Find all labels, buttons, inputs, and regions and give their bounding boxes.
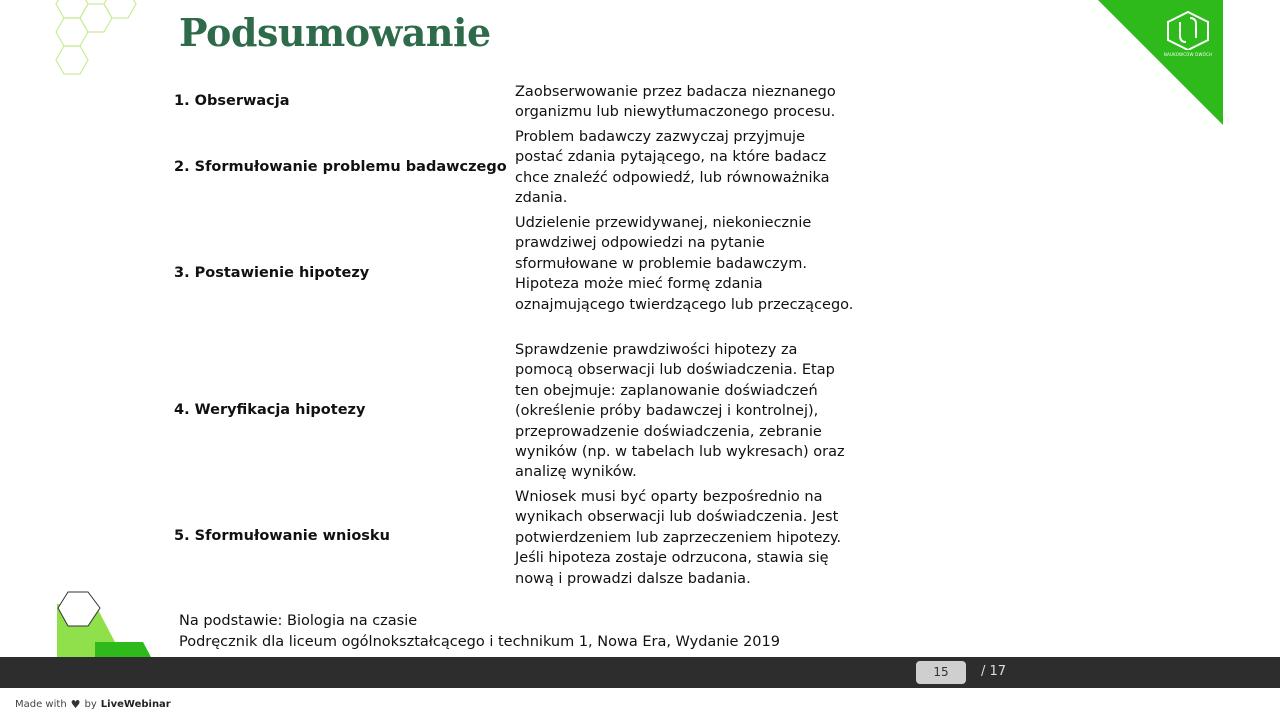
step-desc-2: Problem badawczy zazwyczaj przyjmuje postać zdania pytającego, na które badacz chce znaleźć odpowiedź, lub równoważnika zdania. — [515, 129, 830, 207]
source-line-1: Na podstawie: Biologia na czasie — [179, 613, 418, 629]
made-with-text: Made with — [15, 699, 67, 710]
bottom-hexagon-decoration — [55, 590, 155, 657]
step-label-5: 5. Sformułowanie wniosku — [174, 528, 390, 544]
logo — [1158, 10, 1218, 58]
step-label-4: 4. Weryfikacja hipotezy — [174, 402, 366, 418]
slide-title: Podsumowanie — [179, 10, 491, 55]
logo-text: NAUKOWCÓW DWÓCH — [1163, 52, 1213, 57]
footer — [0, 688, 1280, 720]
brand-name: LiveWebinar — [100, 699, 171, 710]
by-text: by — [84, 699, 97, 710]
source-citation — [179, 611, 780, 652]
heart-icon: ♥ — [70, 698, 81, 711]
hexagon-pattern-decoration — [50, 0, 145, 80]
step-label-2: 2. Sformułowanie problemu badawczego — [174, 159, 507, 175]
page-number-input[interactable]: 15 — [916, 661, 966, 684]
presentation-control-bar — [0, 657, 1280, 688]
step-desc-4: Sprawdzenie prawdziwości hipotezy za pomocą obserwacji lub doświadczenia. Etap ten obejmuje: zaplanowanie doświadczeń (określenie próby badawczej i kontrolnej), przeprowadzenie doświadczenia, zebranie wyników (np. w tabelach lub wykresach) oraz analizę wyników. — [515, 342, 845, 481]
source-line-2: Podręcznik dla liceum ogólnokształcącego i technikum 1, Nowa Era, Wydanie 2019 — [179, 633, 780, 650]
step-desc-5: Wniosek musi być oparty bezpośrednio na wynikach obserwacji lub doświadczenia. Jest potwierdzeniem lub zaprzeczeniem hipotezy. Jeśli hipoteza zostaje odrzucona, stawia się nową i prowadzi dalsze badania. — [515, 489, 842, 587]
step-desc-3: Udzielenie przewidywanej, niekoniecznie prawdziwej odpowiedzi na pytanie sformułowane w problemie badawczym. Hipoteza może mieć formę zdania oznajmującego twierdzącego lub przeczącego. — [515, 215, 854, 313]
made-with-credit[interactable] — [15, 698, 171, 711]
step-label-1: 1. Obserwacja — [174, 93, 290, 109]
step-label-3: 3. Postawienie hipotezy — [174, 265, 370, 281]
step-desc-1: Zaobserwowanie przez badacza nieznanego organizmu lub niewytłumaczonego procesu. — [515, 84, 836, 121]
page-total: / 17 — [981, 664, 1007, 679]
hexagon-logo-icon — [1161, 10, 1215, 50]
